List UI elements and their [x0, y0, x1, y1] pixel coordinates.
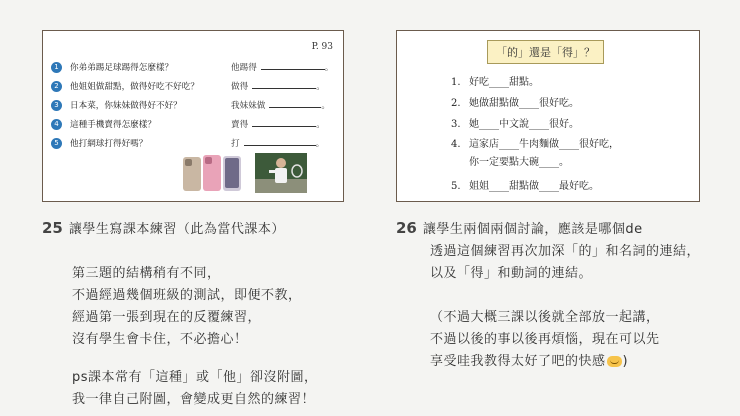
exercise-title: 「的」還是「得」？ — [487, 40, 604, 64]
exercise-question: 2 他姐姐做甜點，做得好吃不好吃？ — [51, 80, 199, 92]
question-number: 4 — [51, 119, 62, 130]
caption-line: ps課本常有「這種」或「他」卻沒附圖， — [72, 370, 318, 385]
exercise-question: 2. 她做甜點做____很好吃。 — [451, 98, 579, 109]
exercise-question: 5. 姐姐____甜點做____最好吃。 — [451, 181, 599, 192]
caption-line: 經過第一張到現在的反覆練習， — [72, 310, 262, 325]
exercise-answer: 打 。 — [231, 139, 325, 149]
caption-line: 以及「得」和動詞的連結。 — [430, 266, 593, 281]
exercise-answer: 做得 。 — [231, 82, 325, 92]
caption-26-heading — [396, 218, 643, 237]
exercise-question: 1. 好吃____甜點。 — [451, 77, 539, 88]
exercise-question: 5 他打網球打得好嗎？ — [51, 137, 147, 149]
caption-25-heading — [42, 218, 285, 237]
caption-line: （不過大概三課以後就全部放一起講， — [430, 310, 660, 325]
slide-number: 25 — [42, 219, 63, 237]
exercise-answer: 他踢得 。 — [231, 63, 334, 73]
exercise-question: 4. 這家店____牛肉麵做____很好吃， — [451, 139, 619, 150]
caption-line: 享受哇我教得太好了吧的快感 ) — [430, 354, 629, 369]
exercise-question: 4 這種手機賣得怎麼樣？ — [51, 118, 156, 130]
caption-line: 讓學生兩個兩個討論，應該是哪個de — [422, 222, 643, 237]
exercise-answer: 賣得 。 — [231, 120, 325, 130]
exercise-question: 你一定要點大碗____。 — [469, 157, 569, 168]
question-number: 2 — [51, 81, 62, 92]
tennis-player-photo — [255, 153, 307, 193]
slide-number: 26 — [396, 219, 417, 237]
question-number: 5 — [51, 138, 62, 149]
caption-line: 我一律自己附圖，會變成更自然的練習！ — [72, 392, 316, 407]
exercise-question: 3 日本菜，你妹妹做得好不好？ — [51, 99, 182, 111]
caption-line: 不過以後的事以後再煩惱，現在可以先 — [430, 332, 660, 347]
caption-line: 透過這個練習再次加深「的」和名詞的連結， — [430, 244, 701, 259]
phones-image — [181, 153, 243, 193]
caption-line: 第三題的結構稍有不同， — [72, 266, 221, 281]
caption-title: 讓學生寫課本練習（此為當代課本） — [68, 222, 285, 237]
textbook-exercise-slide — [42, 30, 344, 202]
de-exercise-slide — [396, 30, 700, 202]
question-number: 3 — [51, 100, 62, 111]
page-number: P. 93 — [311, 42, 333, 52]
exercise-question: 1 你弟弟踢足球踢得怎麼樣？ — [51, 61, 173, 73]
caption-line: 沒有學生會卡住，不必擔心！ — [72, 332, 248, 347]
exercise-answer: 我妹妹做 。 — [231, 101, 330, 111]
smiling-face-icon — [607, 356, 622, 367]
exercise-question: 3. 她____中文說____很好。 — [451, 119, 579, 130]
question-number: 1 — [51, 62, 62, 73]
caption-line: 不過經過幾個班級的測試，即便不教， — [72, 288, 302, 303]
